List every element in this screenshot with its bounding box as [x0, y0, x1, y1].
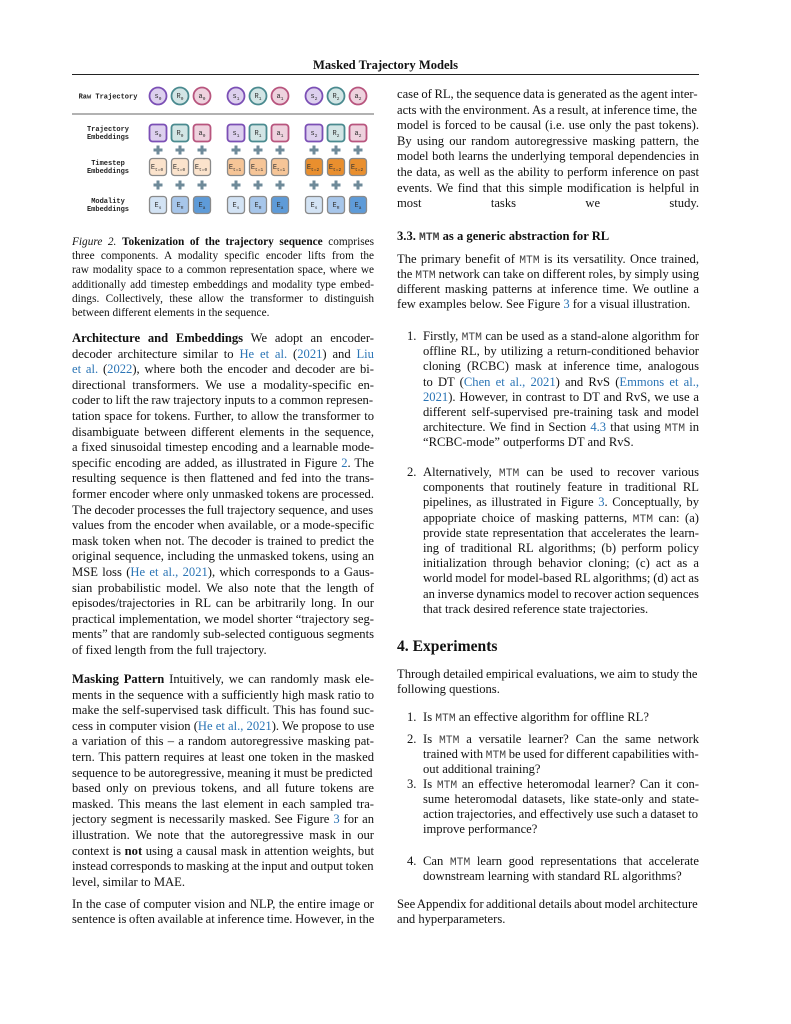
paragraph-architecture-and-embeddings: [72, 331, 374, 658]
list-number: 4.: [407, 854, 417, 868]
text-line: The primary benefit of MTM is its versatility. Once trained,: [397, 252, 699, 267]
modality-embedding-label: $E_a$: [198, 202, 206, 211]
text-line: Through detailed empirical evaluations, we aim to study the: [397, 667, 698, 681]
citation-link[interactable]: He et al.: [239, 346, 288, 361]
text-line: original sequence, including the unmasked tokens, using an: [72, 549, 374, 564]
modality-embedding-label: $E_s$: [232, 202, 240, 211]
timestep-embedding-label: $E_{t=0}$: [172, 164, 186, 173]
text-line: action trajectories, and effectively use such a dataset to: [423, 807, 699, 822]
code-term: MTM: [664, 423, 686, 436]
text-line: world model for model-based RL algorithms; (d) act as: [423, 571, 699, 586]
raw-token-label: $s_2$: [310, 93, 318, 102]
trajectory-embedding-label: $a_0$: [198, 130, 206, 139]
text-line: of fixed length from the full trajectory.: [72, 642, 267, 657]
code-term: MTM: [519, 255, 540, 267]
text-line: episodes/trajectories in RL can be arbitrarily long. In our: [72, 596, 374, 611]
plus-icon: [201, 146, 204, 155]
citation-link[interactable]: 2022: [107, 362, 133, 377]
text-line: By using our random autoregressive masking pattern, the: [397, 133, 699, 148]
italic-text: Figure 2.: [72, 236, 117, 248]
trajectory-embedding-label: $s_1$: [232, 130, 240, 139]
text-line: cess in computer vision (He et al., 2021). We propose to use: [72, 718, 374, 733]
header-rule: [72, 74, 699, 75]
code-term: MTM: [449, 857, 471, 869]
timestep-embedding-label: $E_{t=2}$: [350, 164, 364, 173]
text-line: the data, as well as the ability to perform inference on past: [397, 164, 699, 179]
row-label-modality: Embeddings: [86, 206, 130, 214]
code-term: MTM: [435, 713, 456, 725]
raw-token-label: $a_0$: [198, 93, 206, 102]
timestep-embedding-label: $E_{t=2}$: [306, 164, 320, 173]
text-line: Firstly, MTM can be used as a stand-alone algorithm for: [423, 329, 699, 344]
section-3-3-heading: [397, 229, 699, 245]
text-line: following questions.: [397, 682, 500, 697]
timestep-embedding-label: $E_{t=1}$: [228, 164, 242, 173]
text-line: Can MTM learn good representations that accelerate: [423, 854, 699, 869]
citation-link[interactable]: 3: [563, 297, 570, 312]
text-line: 2021). However, in contrast to DT and RvS, we use a: [423, 389, 699, 404]
trajectory-embedding-label: $R_1$: [254, 130, 262, 139]
text-line: a fixed sinusoidal timestep encoding and a learnable mode-: [72, 440, 374, 455]
timestep-embedding-label: $E_{t=0}$: [194, 164, 208, 173]
text-line: raw modality space to a common representation space, where we: [72, 264, 374, 277]
plus-icon: [335, 146, 338, 155]
text-line: based only on previous tokens, and all future tokens are: [72, 781, 374, 796]
text-line: model is forced to be causal (i.e. use only the past tokens).: [397, 118, 699, 133]
modality-embedding-label: $E_a$: [354, 202, 362, 211]
modality-embedding-label: $E_s$: [310, 202, 318, 211]
text-line: architecture. We find in Section 4.3 that using MTM in: [423, 420, 699, 436]
text-line: few examples below. See Figure 3 for a visual illustration.: [397, 297, 691, 312]
list-number: 1.: [407, 329, 417, 343]
text-line: different masking patterns at inference time. We outline a: [397, 282, 699, 297]
list-item-text: [423, 777, 699, 837]
text-line: provide state representation that accelerates the learn-: [423, 525, 699, 540]
text-line: between different elements in the sequence.: [72, 306, 270, 319]
text-line: sequence to be autoregressive, meaning it must be predicted: [72, 765, 373, 780]
text-line: See Appendix for additional details about model architecture: [397, 897, 698, 911]
citation-link[interactable]: Emmons et al.,: [619, 374, 699, 389]
text-line: additionally add timestep embeddings and modality type embed-: [72, 278, 374, 291]
text-line: illustration. We note that the autoregressive mask in our: [72, 827, 374, 842]
plus-icon: [257, 181, 260, 190]
text-line: most tasks we study.: [397, 196, 699, 211]
trajectory-embedding-label: $R_0$: [176, 130, 184, 139]
citation-link[interactable]: He et al., 2021: [197, 718, 272, 733]
bold-text: Tokenization of the trajectory sequence: [121, 236, 323, 248]
text-line: sentence is often available at inference time. However, in the: [72, 912, 374, 927]
modality-embedding-label: $E_R$: [254, 202, 262, 211]
plus-icon: [313, 146, 316, 155]
text-line: that track desired reference state trajectories.: [423, 601, 649, 616]
text-line: “RCBC-mode” outperforms DT and RvS.: [423, 435, 634, 450]
plus-icon: [357, 146, 360, 155]
trajectory-embedding-label: $R_2$: [332, 130, 340, 139]
list-item-text: [423, 854, 699, 884]
citation-link[interactable]: Liu: [356, 346, 374, 361]
text-line: appopriate choice of masking patterns, MTM can: (a): [423, 510, 699, 526]
list-item-text: [423, 732, 699, 777]
citation-link[interactable]: 2021: [423, 389, 449, 404]
paragraph-masking-pattern: [72, 672, 374, 890]
text-line: case of RL, the sequence data is generated as the agent inter-: [397, 87, 698, 101]
figure-2-caption: [72, 235, 374, 320]
text-line: former encoder where only unmasked tokens are processed.: [72, 486, 374, 501]
modality-embedding-label: $E_s$: [154, 202, 162, 211]
text-line: tation space for tokens. Further, to allow the transformer to: [72, 408, 374, 423]
text-line: et al. (2022), where both the encoder and decoder are bi-: [72, 362, 374, 377]
list-number: 2.: [407, 465, 417, 479]
timestep-embedding-label: $E_{t=1}$: [272, 164, 286, 173]
text-line: a variation of this – a random autoregressive masking pat-: [72, 734, 374, 749]
row-label-traj: Embeddings: [86, 134, 130, 142]
text-line: offline RL, by utilizing a return-conditioned behavior: [423, 344, 699, 359]
running-title: Masked Trajectory Models: [312, 58, 459, 72]
paragraph-section-4-intro: [397, 667, 699, 697]
text-line: MSE loss (He et al., 2021), which corresponds to a Gaus-: [72, 564, 374, 579]
timestep-embedding-label: $E_{t=2}$: [328, 164, 342, 173]
timestep-embedding-label: $E_{t=0}$: [150, 164, 164, 173]
citation-link[interactable]: 3: [598, 495, 605, 510]
text-line: Masking Pattern Intuitively, we can randomly mask ele-: [72, 672, 374, 686]
text-line: out additional training?: [423, 762, 541, 777]
text-line: mask token when not. The decoder is trained to predict the: [72, 533, 374, 548]
plus-icon: [357, 181, 360, 190]
plus-icon: [157, 146, 160, 155]
text-line: dings. Collectively, these allow the transformer to distinguish: [72, 292, 374, 305]
text-line: In the case of computer vision and NLP, the entire image or: [72, 897, 374, 911]
plus-icon: [179, 146, 182, 155]
text-line: Is MTM a versatile learner? Can the same network: [423, 732, 699, 747]
text-line: specific encoding are added, as illustrated in Figure 2. The: [72, 455, 374, 470]
trajectory-embedding-label: $a_2$: [354, 130, 362, 139]
text-line: directional transformers. We use a modality-specific en-: [72, 377, 374, 392]
raw-token-label: $a_1$: [276, 93, 284, 102]
citation-link[interactable]: et al.: [72, 362, 99, 377]
paragraph-appendix-note: [397, 897, 699, 927]
text-line: events. We find that this simple modification is helpful in: [397, 180, 699, 195]
row-label-traj: Trajectory: [86, 126, 130, 134]
text-line: initialization through behavior cloning; (c) act as a: [423, 556, 699, 571]
code-term: MTM: [436, 780, 458, 792]
citation-link[interactable]: 2021: [297, 346, 323, 361]
citation-link[interactable]: Chen et al., 2021: [463, 374, 556, 389]
text-line: three components. A modality specific encoder lifts from the: [72, 250, 374, 263]
citation-link[interactable]: 3: [333, 812, 340, 827]
code-term: MTM: [461, 332, 482, 344]
text-line: decoder architecture similar to He et al. (2021) and Liu: [72, 346, 374, 361]
text-line: sian probabilistic model. We also note that the length of: [72, 580, 374, 595]
text-line: context is not using a causal mask in attention weights, but: [72, 843, 374, 858]
text-line: tern. This pattern requires at least one token in the masked: [72, 749, 374, 764]
text-line: Is MTM an effective algorithm for offline RL?: [423, 710, 649, 725]
list-number: 1.: [407, 710, 417, 724]
raw-token-label: $a_2$: [354, 93, 362, 102]
list-number: 3.: [407, 777, 417, 791]
text-line: disambiguate between different elements in the sequence,: [72, 424, 374, 439]
list-number: 2.: [407, 732, 417, 746]
paragraph-section-3-3-intro: [397, 252, 699, 312]
row-label-modality: Modality: [91, 198, 125, 206]
timestep-embedding-label: $E_{t=1}$: [250, 164, 264, 173]
text-line: trained with MTM be used for different capabilities with-: [423, 747, 699, 763]
plus-icon: [235, 181, 238, 190]
text-line: acts with the environment. As a result, at inference time, the: [397, 102, 698, 117]
text-line: ments” that are randomly sub-selected contiguous segments: [72, 627, 374, 642]
text-line: components that routinely feature in traditional RL: [423, 480, 699, 495]
code-term: MTM: [415, 270, 436, 283]
plus-icon: [313, 181, 316, 190]
trajectory-embedding-label: $s_0$: [154, 130, 162, 139]
trajectory-embedding-label: $s_2$: [310, 130, 318, 139]
citation-link[interactable]: 2: [341, 455, 348, 470]
modality-embedding-label: $E_R$: [332, 202, 340, 211]
section-4-heading: 4. Experiments: [397, 638, 498, 655]
code-term: MTM: [438, 735, 460, 747]
text-line: instead corresponds to masking at the input and output token: [72, 859, 374, 874]
code-term: MTM: [498, 468, 520, 480]
raw-token-label: $R_0$: [176, 93, 184, 102]
text-line: practical implementation, we model shorter “trajectory seg-: [72, 611, 374, 626]
list-item-text: [423, 710, 699, 725]
text-line: The decoder processes the full trajectory sequence, and uses: [72, 502, 374, 517]
text-line: model both learns the underlying temporal dependencies in: [397, 149, 699, 164]
row-label-time: Timestep: [91, 160, 125, 168]
bold-text: Architecture and Embeddings: [72, 331, 244, 345]
text-line: an inverse dynamics model to recover action sequences: [423, 586, 699, 601]
text-line: cloning (RCBC) mask at inference time, analogous: [423, 359, 699, 374]
plus-icon: [157, 181, 160, 190]
text-line: ing of traditional RL algorithms; (b) perform policy: [423, 540, 699, 555]
paragraph-in-the-case: [72, 897, 374, 927]
citation-link[interactable]: 4.3: [590, 420, 607, 435]
plus-icon: [201, 181, 204, 190]
text-line: and hyperparameters.: [397, 912, 506, 927]
text-line: masked. This means the last element in each sampled tra-: [72, 796, 374, 811]
text-line: Figure 2. Tokenization of the trajectory sequence comprises: [72, 236, 374, 248]
trajectory-embedding-label: $a_1$: [276, 130, 284, 139]
code-term: MTM: [632, 513, 654, 526]
plus-icon: [179, 181, 182, 190]
text-line: sume heteromodal datasets, like state-only and state-: [423, 792, 699, 807]
text-line: Architecture and Embeddings We adopt an encoder-: [72, 331, 374, 345]
bold-text: not: [124, 843, 143, 858]
row-label-time: Embeddings: [86, 168, 130, 176]
text-line: different self-supervised pre-training task and model: [423, 404, 699, 419]
text-line: ments in the sequence with a sufficiently high mask ratio to: [72, 687, 374, 702]
row-label-raw-trajectory: Raw Trajectory: [78, 93, 138, 102]
raw-token-label: $s_1$: [232, 93, 240, 102]
text-line: improve performance?: [423, 822, 538, 837]
heading-text: 3.3. MTM as a generic abstraction for RL: [397, 229, 610, 244]
plus-icon: [335, 181, 338, 190]
text-line: to DT (Chen et al., 2021) and RvS (Emmons et al.,: [423, 374, 699, 389]
modality-embedding-label: $E_R$: [176, 202, 184, 211]
raw-token-label: $R_1$: [254, 93, 262, 102]
raw-token-label: $s_0$: [154, 93, 162, 102]
code-term: MTM: [485, 750, 507, 763]
text-line: level, similar to MAE.: [72, 874, 185, 889]
text-line: pipelines, as illustrated in Figure 3. Conceptually, by: [423, 495, 699, 510]
text-line: resulting sequence is then flattened and fed into the trans-: [72, 471, 374, 486]
paragraph-rl-causal: [397, 87, 699, 212]
list-item-text: [423, 329, 699, 451]
plus-icon: [279, 146, 282, 155]
plus-icon: [235, 146, 238, 155]
modality-embedding-label: $E_a$: [276, 202, 284, 211]
text-line: values from the encoder when available, or a mode-specific: [72, 518, 374, 533]
code-term: MTM: [419, 232, 440, 244]
raw-token-label: $R_2$: [332, 93, 340, 102]
plus-icon: [279, 181, 282, 190]
figure-2-tokenization-diagram: [72, 82, 374, 222]
text-line: Alternatively, MTM can be used to recover various: [423, 465, 699, 480]
list-item-text: [423, 465, 699, 617]
plus-icon: [257, 146, 260, 155]
text-line: downstream learning with standard RL algorithms?: [423, 869, 682, 884]
bold-text: Masking Pattern: [72, 672, 165, 686]
citation-link[interactable]: He et al., 2021: [130, 564, 208, 579]
text-line: make the self-supervised task difficult. This has found suc-: [72, 703, 374, 718]
text-line: the MTM network can take on different roles, by simply using: [397, 267, 699, 283]
text-line: coder to lift the raw trajectory inputs to a common represen-: [72, 393, 374, 408]
text-line: jectory segment is necessarily masked. See Figure 3 for an: [72, 812, 374, 827]
text-line: Is MTM an effective heteromodal learner? Can it con-: [423, 777, 699, 792]
